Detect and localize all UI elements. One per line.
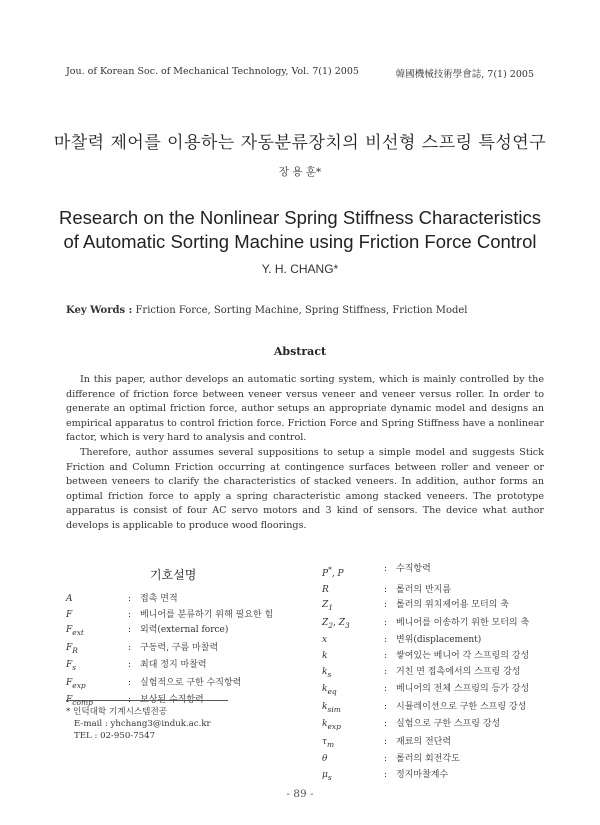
english-title-line-2: of Automatic Sorting Machine using Friction Force Control xyxy=(63,231,537,252)
nomenclature-symbol: A xyxy=(66,594,73,604)
nomenclature-row: $F_{ext}$ : 외력(external force) xyxy=(66,623,306,641)
nomenclature-row: θ : 롤러의 회전각도 xyxy=(322,752,552,768)
keywords-text: Friction Force, Sorting Machine, Spring Stiffness, Friction Model xyxy=(135,305,468,316)
nomenclature-row: F : 베니어를 분류하기 위해 필요한 힘 xyxy=(66,608,306,624)
nomenclature-symbol: x xyxy=(322,635,328,646)
footnote-affiliation: * 인덕대학 기계시스템전공 xyxy=(66,707,168,717)
korean-author: 장 용 훈* xyxy=(278,166,322,178)
nomenclature-description: 재료의 전단력 xyxy=(396,736,452,747)
nomenclature-row: $F_{comp}$ : 보상된 수직항력 xyxy=(66,693,306,711)
nomenclature-symbol: $F_{exp}$ xyxy=(66,677,86,690)
nomenclature-description: 접촉 면적 xyxy=(140,594,178,604)
nomenclature-symbol: $Z_1$ xyxy=(322,600,334,613)
nomenclature-row: $k_{exp}$ : 실험으로 구한 스프링 강성 xyxy=(322,717,552,735)
nomenclature-right-column xyxy=(322,562,552,786)
nomenclature-left-column xyxy=(66,592,306,711)
nomenclature-description: 정지마찰계수 xyxy=(396,770,449,781)
nomenclature-row: $Z_2$, $Z_3$ : 베니어를 이송하기 위한 모터의 축 xyxy=(322,616,552,634)
nomenclature-description: 롤러의 회전각도 xyxy=(396,754,460,765)
nomenclature-symbol: $F_{comp}$ xyxy=(66,695,93,708)
nomenclature-row: $F_{exp}$ : 실험적으로 구한 수직항력 xyxy=(66,676,306,694)
nomenclature-row: $F_R$ : 구동력, 구름 마찰력 xyxy=(66,641,306,659)
abstract-paragraph-1: In this paper, author develops an automatic sorting system, which is mainly controlled by the difference of friction force between veneer versus veneer and veneer versus roller. In order to generate an optimal friction force, author setups an appropriate dynamic model and designs an empirical apparatus to control friction force. Friction Force and Spring Stiffness have a nonlinear factor, which is very hard to analysis and control. xyxy=(66,374,544,444)
nomenclature-symbol: P*, P xyxy=(322,565,344,579)
nomenclature-symbol: F xyxy=(66,609,73,620)
nomenclature-description: 베니어를 분류하기 위해 필요한 힘 xyxy=(140,609,274,620)
english-title xyxy=(0,206,600,254)
abstract-heading: Abstract xyxy=(273,345,327,358)
nomenclature-symbol: $F_R$ xyxy=(66,642,78,655)
korean-title: 마찰력 제어를 이용하는 자동분류장치의 비선형 스프링 특성연구 xyxy=(53,133,547,153)
nomenclature-symbol: $F_{ext}$ xyxy=(66,625,84,638)
nomenclature-description: 외력(external force) xyxy=(140,625,229,636)
abstract-paragraph-2: Therefore, author assumes several suppositions to setup a simple model and suggests Stick Friction and Column Friction occurring at contingence surfaces between roller and veneer or between veneers to clarify the characteristics of stacked veneers. In addition, author forms an optimal friction force to apply a spring characteristic among stacked veneers. The prototype apparatus is consist of four AC servo motors and 3 kind of sensors. The device what author develops is applicable to produce wood floorings. xyxy=(66,446,544,531)
abstract-body xyxy=(66,373,544,534)
english-author: Y. H. CHANG* xyxy=(261,262,339,276)
nomenclature-symbol: $k_{sim}$ xyxy=(322,701,341,714)
nomenclature-symbol: $\mu_s$ xyxy=(322,770,332,782)
nomenclature-description: 최대 정지 마찰력 xyxy=(140,660,207,671)
nomenclature-description: 베니어를 이송하기 위한 모터의 축 xyxy=(396,617,530,628)
nomenclature-symbol: θ xyxy=(322,754,328,765)
nomenclature-row: R : 롤러의 반지름 xyxy=(322,583,552,599)
nomenclature-symbol: $\tau_m$ xyxy=(322,736,335,749)
nomenclature-symbol: $k_s$ xyxy=(322,666,332,679)
nomenclature-description: 롤러의 위치제어용 모터의 축 xyxy=(396,600,509,611)
nomenclature-symbol: $Z_2$, $Z_3$ xyxy=(322,617,350,630)
nomenclature-description: 실험으로 구한 스프링 강성 xyxy=(396,719,501,730)
nomenclature-row: A : 접촉 면적 xyxy=(66,592,306,608)
nomenclature-description: 거친 면 접촉에서의 스프링 강성 xyxy=(396,666,521,677)
page-number: - 89 - xyxy=(286,788,314,800)
nomenclature-row: P*, P : 수직항력 xyxy=(322,562,552,583)
nomenclature-description: 실험적으로 구한 수직항력 xyxy=(140,677,242,688)
nomenclature-description: 변위(displacement) xyxy=(396,635,482,646)
nomenclature-description: 구동력, 구름 마찰력 xyxy=(140,642,219,653)
journal-header-left: Jou. of Korean Soc. of Mechanical Technology, Vol. 7(1) 2005 xyxy=(66,66,359,77)
nomenclature-description: 베니어의 전체 스프링의 등가 강성 xyxy=(396,684,530,695)
journal-header-right: 韓國機械技術學會誌, 7(1) 2005 xyxy=(395,69,534,80)
nomenclature-heading: 기호설명 xyxy=(150,568,197,582)
nomenclature-symbol: $F_s$ xyxy=(66,660,77,673)
nomenclature-row: $\tau_m$ : 재료의 전단력 xyxy=(322,735,552,753)
nomenclature-description: 수직항력 xyxy=(396,564,431,574)
nomenclature-row: x : 변위(displacement) xyxy=(322,633,552,649)
nomenclature-row: $k_s$ : 거친 면 접촉에서의 스프링 강성 xyxy=(322,665,552,683)
nomenclature-description: 보상된 수직항력 xyxy=(140,695,204,706)
nomenclature-row: $k_{eq}$ : 베니어의 전체 스프링의 등가 강성 xyxy=(322,682,552,700)
nomenclature-description: 롤러의 반지름 xyxy=(396,584,452,595)
nomenclature-row: $k_{sim}$ : 시뮬레이션으로 구한 스프링 강성 xyxy=(322,700,552,718)
nomenclature-row: $\mu_s$ : 정지마찰계수 xyxy=(322,768,552,786)
keywords-label: Key Words : xyxy=(66,305,133,316)
nomenclature-symbol: $k_{eq}$ xyxy=(322,684,337,697)
nomenclature-row: $F_s$ : 최대 정지 마찰력 xyxy=(66,658,306,676)
nomenclature-row: k : 쌓여있는 베니어 각 스프링의 강성 xyxy=(322,649,552,665)
nomenclature-description: 시뮬레이션으로 구한 스프링 강성 xyxy=(396,701,527,712)
nomenclature-symbol: R xyxy=(322,584,329,595)
nomenclature-row: $Z_1$ : 롤러의 위치제어용 모터의 축 xyxy=(322,598,552,616)
english-title-line-1: Research on the Nonlinear Spring Stiffness Characteristics xyxy=(59,207,541,228)
nomenclature-symbol: k xyxy=(322,651,328,662)
keywords xyxy=(66,305,468,316)
footnote-email: E-mail : yhchang3@induk.ac.kr xyxy=(74,719,211,729)
footnote-divider xyxy=(66,700,228,701)
nomenclature-symbol: $k_{exp}$ xyxy=(322,719,341,732)
nomenclature-description: 쌓여있는 베니어 각 스프링의 강성 xyxy=(396,651,530,662)
footnote xyxy=(66,706,211,742)
footnote-tel: TEL : 02-950-7547 xyxy=(74,731,156,741)
